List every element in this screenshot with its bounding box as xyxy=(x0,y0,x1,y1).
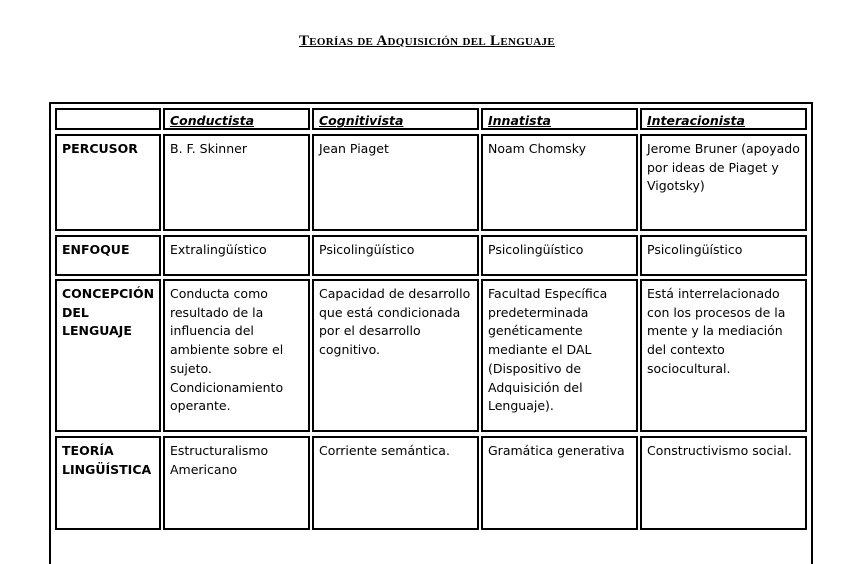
cell-enfoque-innatista: Psicolingüístico xyxy=(481,235,638,276)
cell-teoria-cognitivista: Corriente semántica. xyxy=(312,436,479,530)
document-title: Teorías de Adquisición del Lenguaje xyxy=(298,33,555,49)
header-conductista: Conductista xyxy=(163,108,310,130)
cell-enfoque-conductista: Extralingüístico xyxy=(163,235,310,276)
cell-percusor-conductista: B. F. Skinner xyxy=(163,134,310,231)
cell-percusor-innatista: Noam Chomsky xyxy=(481,134,638,231)
header-cell-empty xyxy=(55,108,161,130)
cell-percusor-cognitivista: Jean Piaget xyxy=(312,134,479,231)
row-label-teoria: TEORÍA LINGÜÍSTICA xyxy=(55,436,161,530)
cell-concepcion-cognitivista: Capacidad de desarrollo que está condicionada por el desarrollo cognitivo. xyxy=(312,279,479,432)
row-label-concepcion: CONCEPCIÓN DEL LENGUAJE xyxy=(55,279,161,432)
cell-teoria-innatista: Gramática generativa xyxy=(481,436,638,530)
row-label-percusor: PERCUSOR xyxy=(55,134,161,231)
cell-enfoque-cognitivista: Psicolingüístico xyxy=(312,235,479,276)
header-interacionista: Interacionista xyxy=(640,108,807,130)
cell-concepcion-interacionista: Está interrelacionado con los procesos de la mente y la mediación del contexto sociocultural. xyxy=(640,279,807,432)
row-label-enfoque: ENFOQUE xyxy=(55,235,161,276)
cell-concepcion-conductista: Conducta como resultado de la influencia del ambiente sobre el sujeto. Condicionamiento operante. xyxy=(163,279,310,432)
cell-enfoque-interacionista: Psicolingüístico xyxy=(640,235,807,276)
header-innatista: Innatista xyxy=(481,108,638,130)
header-cognitivista: Cognitivista xyxy=(312,108,479,130)
cell-percusor-interacionista: Jerome Bruner (apoyado por ideas de Piaget y Vigotsky) xyxy=(640,134,807,231)
cell-teoria-interacionista: Constructivismo social. xyxy=(640,436,807,530)
cell-teoria-conductista: Estructuralismo Americano xyxy=(163,436,310,530)
cell-concepcion-innatista: Facultad Específica predeterminada genéticamente mediante el DAL (Dispositivo de Adquisición del Lenguaje). xyxy=(481,279,638,432)
